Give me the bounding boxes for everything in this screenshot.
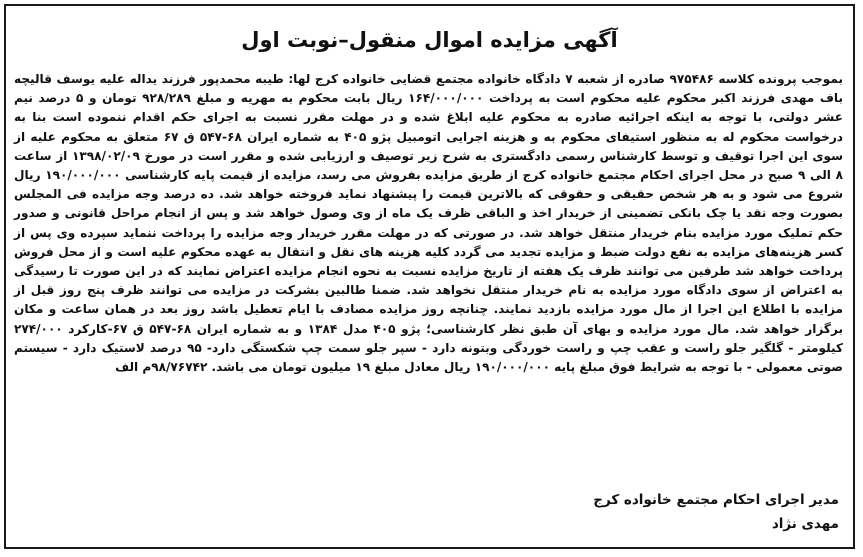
notice-title: آگهی مزایده اموال منقول–نوبت اول [241, 28, 618, 52]
signature-title: مدیر اجرای احکام مجتمع خانواده کرج [593, 492, 839, 508]
signature-name: مهدی نژاد [771, 516, 839, 532]
notice-frame [4, 4, 855, 549]
signature-block [593, 488, 839, 536]
notice-body: بموجب پرونده کلاسه ۹۷۵۴۸۶ صادره از شعبه ۷ دادگاه خانواده مجتمع قضایی خانواده کرج لها: طیبه محمدپور فرزند یداله علیه یوسف قالیچه باف مهدی فرزند اکبر محکوم علیه محکوم است به پرداخت ۱۶۴/۰۰۰/۰۰۰ ریال بابت محکوم به مهریه و مبلغ ۹۲۸/۲۸۹ تومان و ۵ درصد نیم عشر دولتی، با توجه به اینکه اجرائیه صادره به محکوم علیه ابلاغ شده و در مهلت مقرر نسبت به اجرای حکم اقدام ننموده است بنا به درخواست محکوم له به منظور استیفای محکوم به و هزینه اجرایی اتومبیل پژو ۴۰۵ به شماره ایران ۶۸-۵۴۷ ق ۶۷ متعلق به محکوم علیه از سوی این اجرا توقیف و توسط کارشناس رسمی دادگستری به شرح زیر توصیف و ارزیابی شده و مقرر است در مورخ ۱۳۹۸/۰۲/۰۹ از ساعت ۸ الی ۹ صبح در محل اجرای احکام مجتمع خانواده کرج از طریق مزایده بفروش می رسد، مزایده از قیمت پایه کارشناسی ۱۹۰/۰۰۰/۰۰۰ ریال شروع می شود و به هر شخص حقیقی و حقوقی که بالاترین قیمت را پیشنهاد نماید فروخته خواهد شد. ده درصد وجه مزایده فی المجلس بصورت وجه نقد یا چک بانکی تضمینی از خریدار اخذ و الباقی ظرف یک ماه از وی وصول خواهد شد و پس از انجام مراحل قانونی و صدور حکم تملیک مورد مزایده بنام خریدار منتقل خواهد شد. در صورتی که در مهلت مقرر خریدار وجه مزایده را پرداخت ننماید سپرده وی پس از کسر هزینه‌های مزایده به نفع دولت ضبط و مزایده تجدید می گردد کلیه هزینه های نقل و انتقال به عهده محکوم علیه است و از محل فروش پرداخت خواهد شد طرفین می توانند ظرف یک هفته از تاریخ مزایده نسبت به نحوه انجام مزایده اعتراض نمایند که در این صورت تا رسیدگی به اعتراض از سوی دادگاه مورد مزایده به نام خریدار منتقل نخواهد شد. ضمنا طالبین بشرکت در مزایده می توانند ظرف پنج روز قبل از مزایده با اطلاع این اجرا از مال مورد مزایده بازدید نمایند. چنانچه روز مزایده مصادف با ایام تعطیل باشد روز بعد در همان ساعت و مکان برگزار خواهد شد. مال مورد مزایده و بهای آن طبق نظر کارشناسی؛ پژو ۴۰۵ مدل ۱۳۸۴ و به شماره ایران ۶۸-۵۴۷ ق ۶۷-کارکرد ۲۷۴/۰۰۰ کیلومتر - گلگیر جلو راست و عقب چپ و راست خوردگی وبتونه دارد - سپر جلو سمت چپ شکستگی دارد- ۹۵ درصد لاستیک دارد - سیستم صوتی معمولی - با توجه به شرایط فوق مبلغ پایه ۱۹۰/۰۰۰/۰۰۰ ریال معادل مبلغ ۱۹ میلیون تومان می باشد. ۹۸/۷۶۷۴۲م الف [14, 72, 844, 375]
